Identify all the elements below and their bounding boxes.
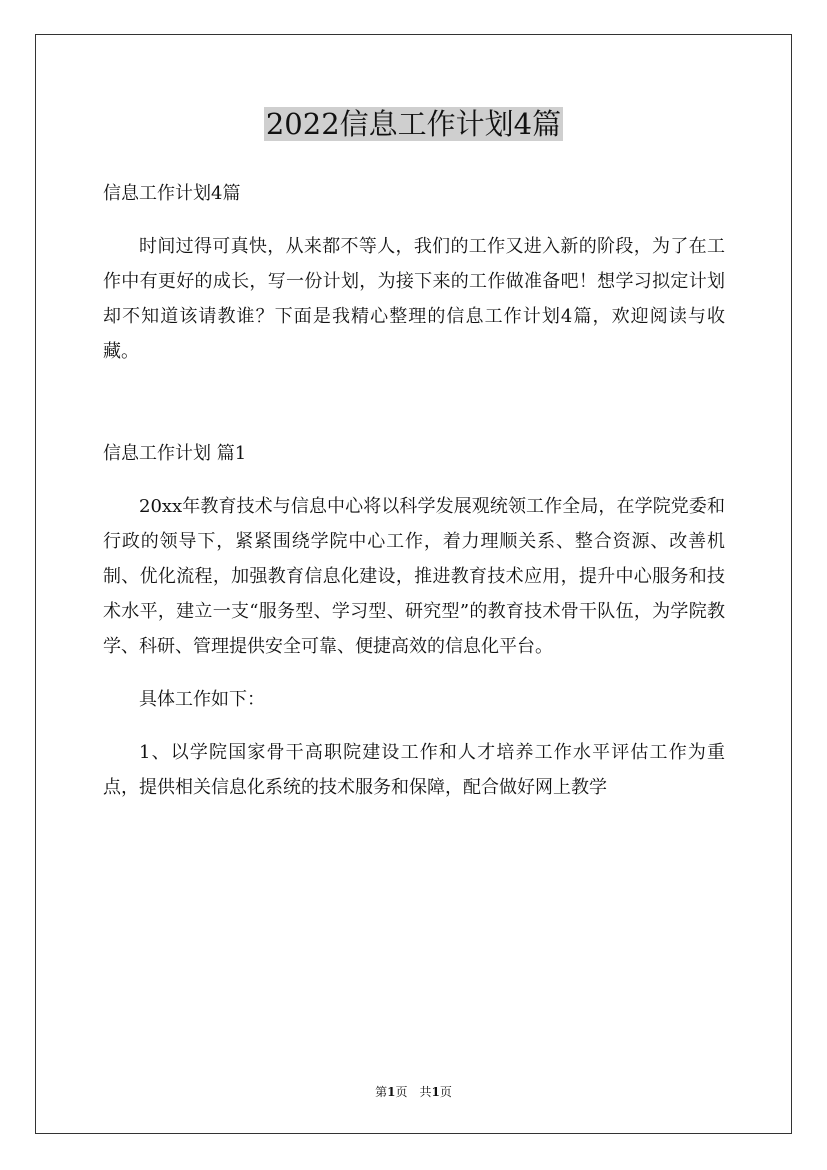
document-body [103, 176, 725, 805]
footer-total-pages: 1 [431, 1085, 440, 1099]
section-paragraph-1: 20xx年教育技术与信息中心将以科学发展观统领工作全局，在学院党委和行政的领导下，紧紧围绕学院中心工作，着力理顺关系、整合资源、改善机制、优化流程，加强教育信息化建设，推进教育技术应用，提升中心服务和技术水平，建立一支“服务型、学习型、研究型”的教育技术骨干队伍，为学院教学、科研、管理提供安全可靠、便捷高效的信息化平台。 [103, 496, 725, 657]
footer-middle: 页 共 [395, 1085, 432, 1099]
document-subtitle: 信息工作计划4篇 [103, 183, 241, 204]
document-title-text: 2022信息工作计划4篇 [265, 107, 562, 141]
page-footer [0, 1084, 827, 1100]
footer-prefix: 第 [375, 1085, 388, 1099]
footer-page-number: 1 [387, 1085, 396, 1099]
section-paragraph-3: 1、以学院国家骨干高职院建设工作和人才培养工作水平评估工作为重点，提供相关信息化系统的技术服务和保障，配合做好网上教学 [103, 742, 725, 798]
section-paragraph-2: 具体工作如下： [139, 689, 265, 710]
intro-paragraph: 时间过得可真快，从来都不等人，我们的工作又进入新的阶段，为了在工作中有更好的成长，写一份计划，为接下来的工作做准备吧！想学习拟定计划却不知道该请教谁？下面是我精心整理的信息工作计划4篇，欢迎阅读与收藏。 [103, 236, 725, 362]
section-heading: 信息工作计划 篇1 [103, 443, 247, 464]
footer-suffix: 页 [439, 1085, 452, 1099]
document-title [0, 104, 827, 144]
